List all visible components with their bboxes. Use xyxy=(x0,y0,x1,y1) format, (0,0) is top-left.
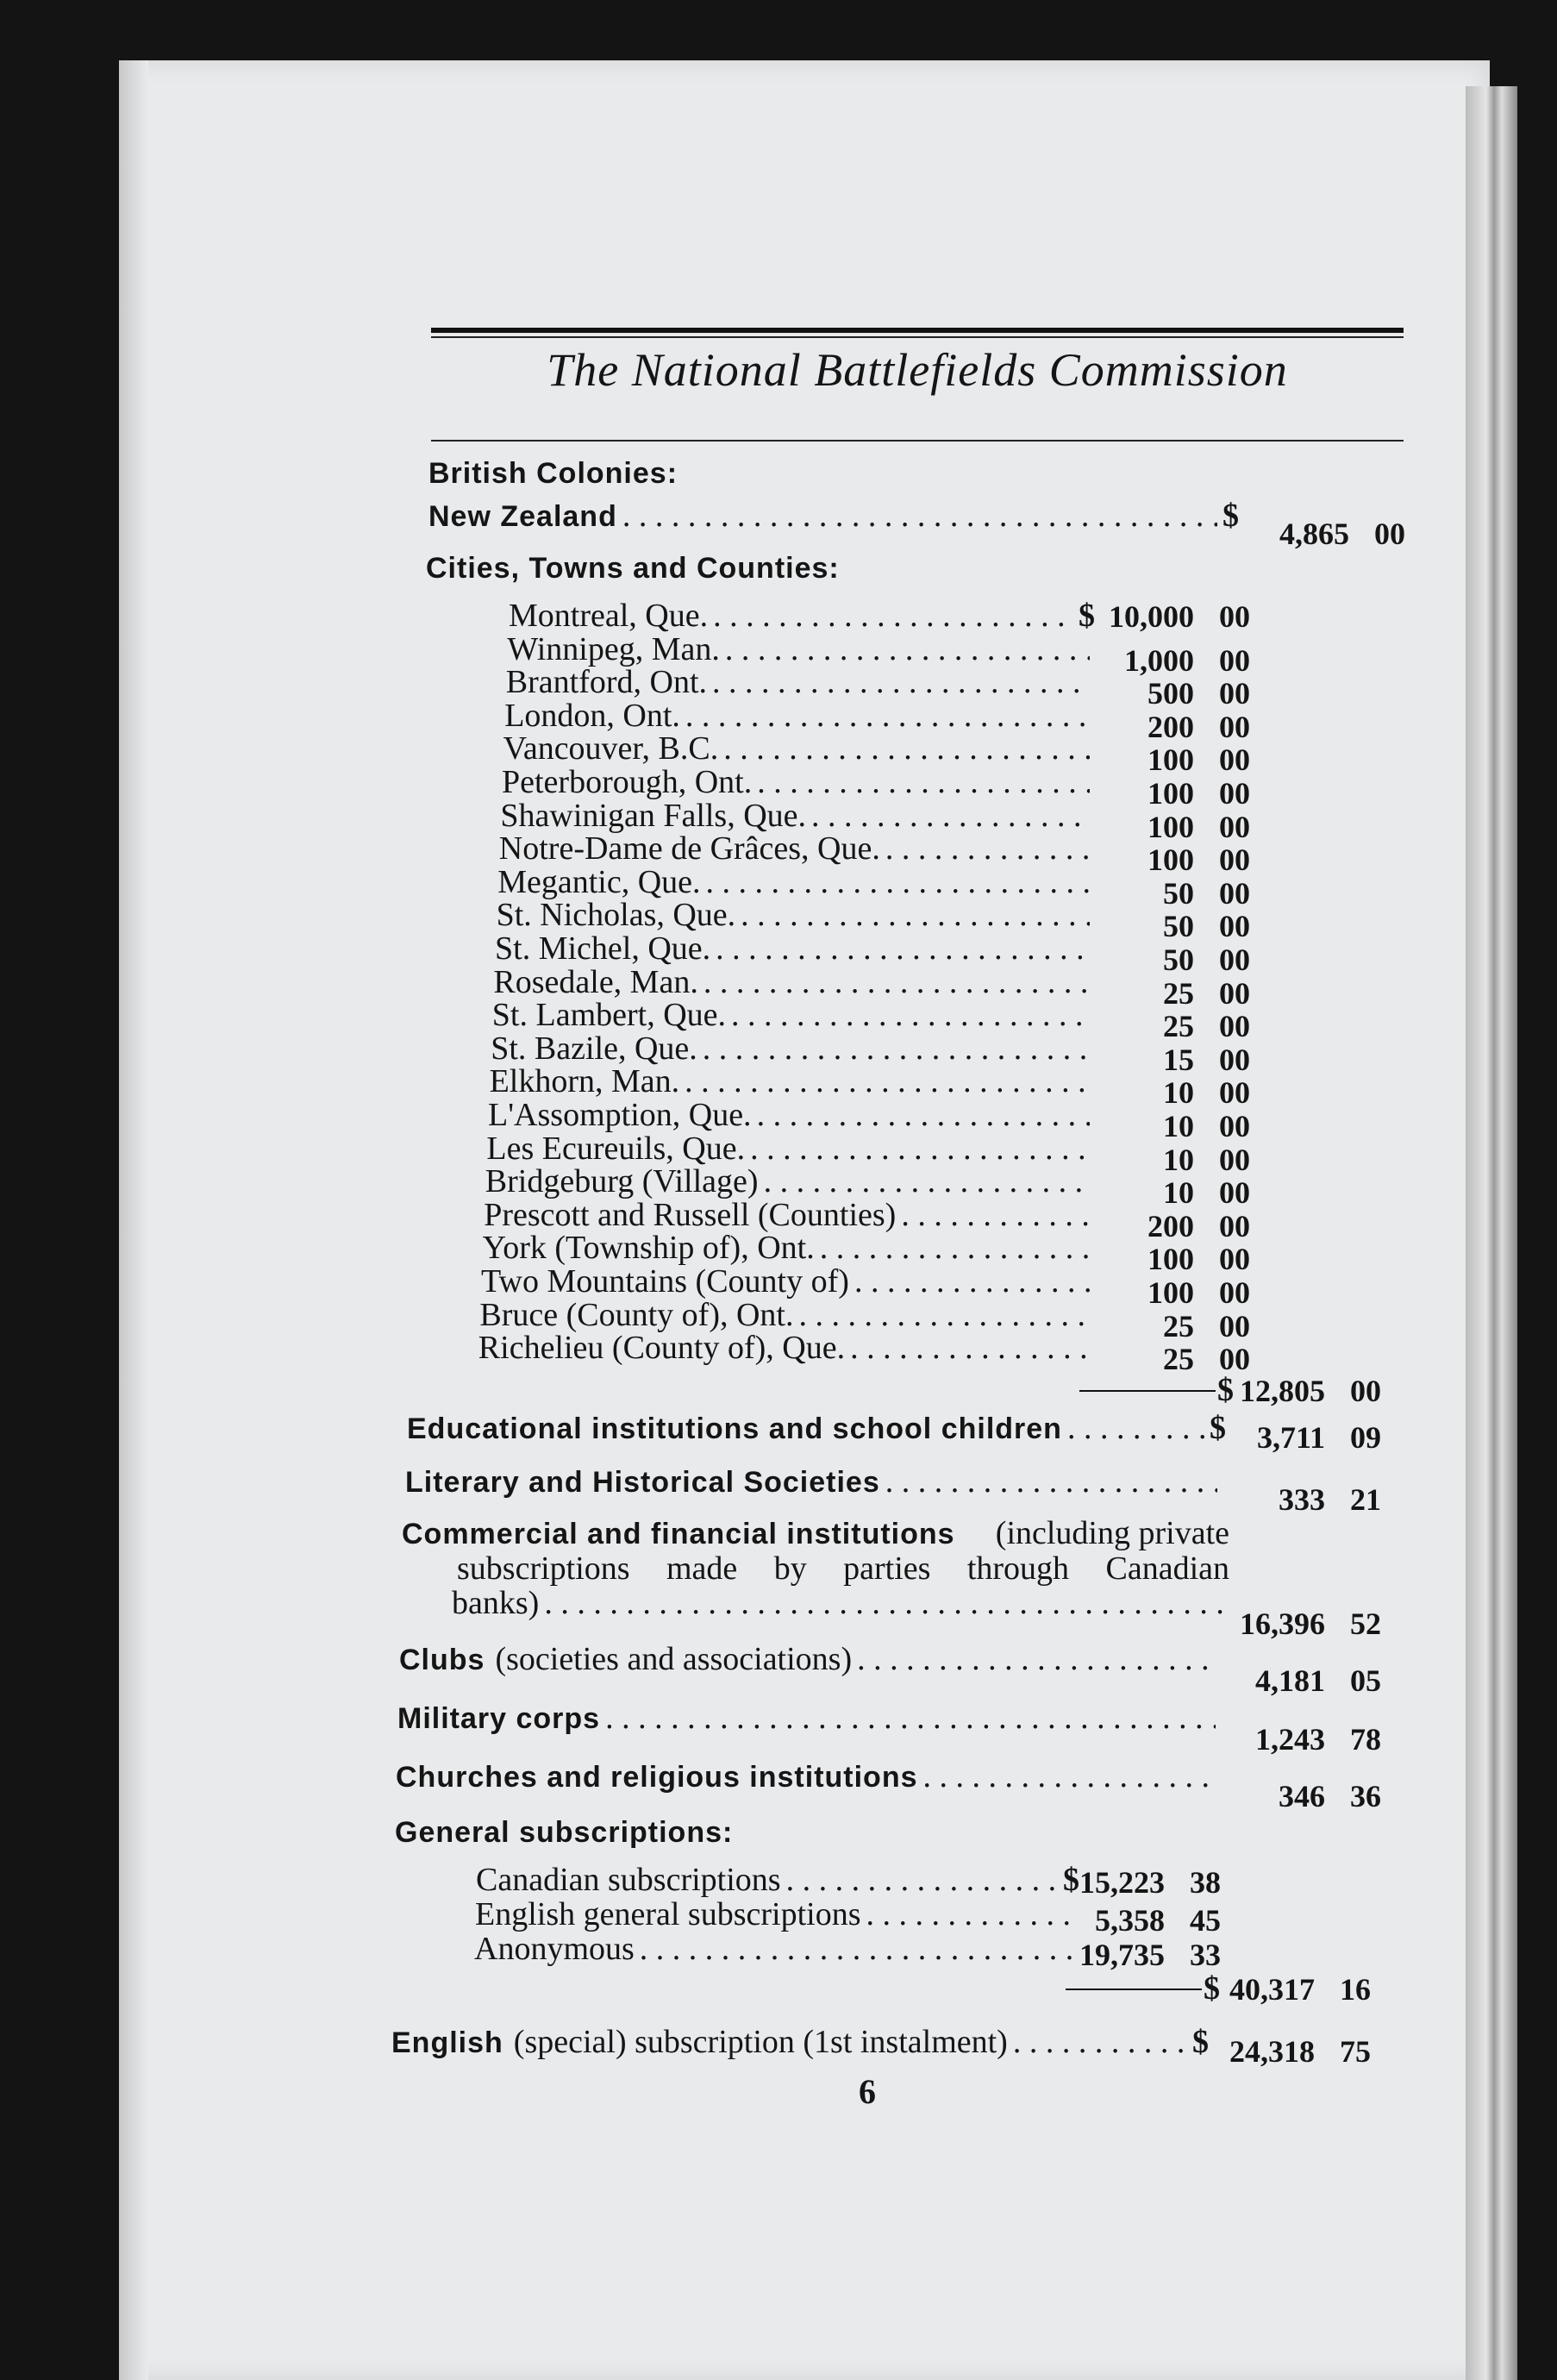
header-rule-top-thin xyxy=(431,336,1404,338)
amount-cents: 00 xyxy=(1219,1242,1250,1277)
city-name: Elkhorn, Man. xyxy=(489,1063,680,1100)
city-amount xyxy=(1095,709,1250,745)
leader-dots xyxy=(750,1130,1090,1168)
city-row xyxy=(509,597,1095,635)
leader-dots xyxy=(857,1640,1217,1678)
city-row xyxy=(499,830,1095,867)
amount-dollars: 100 xyxy=(1147,776,1194,811)
city-amount xyxy=(1095,842,1250,878)
amount-dollars: 12,805 xyxy=(1240,1374,1325,1408)
amount-cents: 21 xyxy=(1350,1482,1381,1517)
amount-dollars: 10 xyxy=(1163,1075,1194,1111)
amount-dollars: 4,181 xyxy=(1255,1663,1325,1698)
english-special-amount xyxy=(1219,2033,1371,2070)
city-amount xyxy=(1095,1108,1250,1144)
amount-cents: 00 xyxy=(1219,943,1250,977)
literary-row xyxy=(405,1462,1222,1500)
city-amount xyxy=(1095,1174,1250,1211)
city-row xyxy=(502,763,1095,801)
leader-dots xyxy=(706,863,1090,901)
amount-cents: 00 xyxy=(1219,1342,1250,1377)
city-amount xyxy=(1095,809,1250,845)
amount-dollars: 50 xyxy=(1163,943,1194,977)
commercial-line-3 xyxy=(402,1586,1229,1620)
amount-dollars: 15 xyxy=(1163,1042,1194,1077)
educational-amount xyxy=(1233,1419,1381,1456)
amount-dollars: 10,000 xyxy=(1109,599,1194,634)
leader-dots xyxy=(885,830,1090,867)
new-zealand-amount xyxy=(1250,516,1405,552)
amount-dollars: 1,000 xyxy=(1124,642,1194,678)
book-spine xyxy=(1466,86,1517,2380)
amount-cents: 00 xyxy=(1219,1142,1250,1177)
leader-dots xyxy=(622,497,1217,535)
amount-cents: 38 xyxy=(1190,1865,1221,1900)
subscription-amount xyxy=(1079,1864,1221,1901)
city-row xyxy=(493,963,1095,1001)
city-name: Winnipeg, Man. xyxy=(507,630,720,667)
city-amount xyxy=(1095,1142,1250,1178)
leader-dots xyxy=(885,1462,1217,1500)
commercial-amount xyxy=(1233,1606,1381,1642)
amount-cents: 00 xyxy=(1219,676,1250,711)
city-name: Rosedale, Man. xyxy=(493,963,698,1000)
amount-cents: 00 xyxy=(1219,875,1250,911)
amount-dollars: 50 xyxy=(1163,909,1194,944)
city-name: Montreal, Que. xyxy=(509,598,709,634)
leader-dots xyxy=(703,1030,1090,1068)
amount-cents: 00 xyxy=(1219,709,1250,744)
amount-dollars: 25 xyxy=(1163,1308,1194,1343)
city-amount xyxy=(1095,742,1250,778)
leader-dots xyxy=(741,896,1090,934)
leader-dots xyxy=(757,1096,1090,1134)
leader-dots xyxy=(544,1586,1224,1620)
amount-dollars: 333 xyxy=(1279,1482,1325,1517)
city-name: St. Michel, Que. xyxy=(495,930,711,967)
city-row xyxy=(485,1162,1095,1200)
amount-dollars: 15,223 xyxy=(1079,1865,1165,1900)
city-row xyxy=(478,1329,1095,1367)
commercial-label-rest: (including private xyxy=(995,1515,1229,1551)
amount-dollars: 3,711 xyxy=(1256,1420,1325,1455)
currency-sign: $ xyxy=(1192,2024,1209,2060)
amount-cents: 00 xyxy=(1219,1009,1250,1044)
city-amount xyxy=(1095,642,1250,679)
amount-dollars: 500 xyxy=(1147,676,1194,711)
city-row xyxy=(495,930,1095,968)
amount-cents: 45 xyxy=(1190,1903,1221,1938)
amount-dollars: 40,317 xyxy=(1229,1972,1315,2007)
city-name: Bridgeburg (Village) xyxy=(485,1163,759,1200)
amount-cents: 00 xyxy=(1219,809,1250,844)
leader-dots xyxy=(901,1196,1090,1234)
general-subscription-row xyxy=(475,1895,1079,1933)
amount-cents: 52 xyxy=(1350,1606,1381,1641)
city-amount xyxy=(1095,908,1250,944)
english-special-label: English xyxy=(391,2026,503,2059)
military-label: Military corps xyxy=(397,1702,601,1735)
city-row xyxy=(490,1062,1095,1100)
literary-amount xyxy=(1233,1481,1381,1518)
amount-dollars: 10 xyxy=(1163,1175,1194,1211)
city-amount xyxy=(1095,875,1250,911)
page-title: The National Battlefields Commission xyxy=(547,344,1288,396)
city-amount xyxy=(1095,598,1250,635)
city-row xyxy=(504,697,1095,735)
amount-cents: 00 xyxy=(1219,642,1250,678)
city-row xyxy=(486,1130,1095,1168)
page-number: 6 xyxy=(859,2072,876,2111)
military-amount xyxy=(1233,1721,1381,1757)
amount-dollars: 1,243 xyxy=(1255,1722,1325,1757)
commercial-line-3-text: banks) xyxy=(452,1585,540,1621)
british-colonies-heading: British Colonies: xyxy=(428,457,678,490)
currency-sign: $ xyxy=(1210,1410,1226,1446)
city-amount xyxy=(1095,675,1250,711)
amount-dollars: 100 xyxy=(1147,809,1194,844)
city-amount xyxy=(1095,1275,1250,1311)
city-row xyxy=(488,1096,1095,1134)
currency-sign: $ xyxy=(1063,1862,1079,1898)
cities-heading: Cities, Towns and Counties: xyxy=(426,552,840,585)
leader-dots xyxy=(716,930,1090,968)
leader-dots xyxy=(703,963,1090,1001)
leader-dots xyxy=(640,1930,1074,1968)
subscription-name: Anonymous xyxy=(474,1931,635,1967)
city-amount xyxy=(1095,775,1250,811)
leader-dots xyxy=(923,1757,1215,1795)
general-total-amount xyxy=(1219,1971,1371,2007)
amount-dollars: 4,865 xyxy=(1279,517,1349,551)
leader-dots xyxy=(731,996,1090,1034)
city-row xyxy=(497,896,1095,934)
currency-sign: $ xyxy=(1079,598,1095,634)
amount-dollars: 200 xyxy=(1147,709,1194,744)
amount-dollars: 100 xyxy=(1147,742,1194,778)
city-amount xyxy=(1095,1074,1250,1111)
amount-dollars: 25 xyxy=(1163,1009,1194,1044)
amount-cents: 33 xyxy=(1190,1938,1221,1972)
amount-cents: 00 xyxy=(1219,909,1250,944)
educational-row xyxy=(407,1409,1226,1447)
new-zealand-row xyxy=(428,497,1239,535)
city-row xyxy=(492,996,1095,1034)
city-name: Two Mountains (County of) xyxy=(481,1263,849,1300)
amount-cents: 00 xyxy=(1219,1042,1250,1077)
amount-dollars: 25 xyxy=(1163,1342,1194,1377)
amount-dollars: 5,358 xyxy=(1095,1903,1165,1938)
leader-dots xyxy=(799,1296,1090,1334)
leader-dots xyxy=(757,763,1090,801)
general-subscription-row xyxy=(476,1861,1079,1899)
amount-cents: 00 xyxy=(1219,1308,1250,1343)
amount-cents: 09 xyxy=(1350,1420,1381,1455)
leader-dots xyxy=(786,1861,1058,1899)
city-row xyxy=(503,730,1095,767)
cities-total-currency: $ xyxy=(1217,1372,1234,1408)
churches-label: Churches and religious institutions xyxy=(396,1761,918,1794)
city-row xyxy=(491,1030,1095,1068)
city-name: Shawinigan Falls, Que. xyxy=(500,797,807,834)
educational-label: Educational institutions and school children xyxy=(407,1412,1062,1445)
city-row xyxy=(507,630,1095,668)
amount-dollars: 100 xyxy=(1147,1275,1194,1310)
cities-total-amount xyxy=(1233,1373,1381,1409)
leader-dots xyxy=(854,1262,1090,1300)
city-row xyxy=(479,1296,1095,1334)
amount-cents: 00 xyxy=(1219,742,1250,778)
clubs-label: Clubs xyxy=(399,1644,485,1676)
military-row xyxy=(397,1699,1221,1737)
city-amount xyxy=(1095,1042,1250,1078)
city-row xyxy=(506,663,1095,701)
leader-dots xyxy=(723,730,1090,767)
header-rule-bottom xyxy=(431,440,1404,442)
churches-row xyxy=(396,1757,1219,1795)
english-special-row xyxy=(391,2023,1209,2061)
amount-cents: 00 xyxy=(1219,842,1250,878)
city-name: Vancouver, B.C. xyxy=(503,730,719,767)
leader-dots xyxy=(1067,1409,1204,1447)
leader-dots xyxy=(685,1062,1090,1100)
amount-cents: 00 xyxy=(1219,599,1250,634)
clubs-row xyxy=(399,1640,1222,1678)
general-total-rule xyxy=(1066,1989,1202,1990)
new-zealand-label: New Zealand xyxy=(428,500,617,533)
city-name: St. Nicholas, Que. xyxy=(496,897,736,934)
header-rule-top xyxy=(431,328,1404,333)
city-name: Brantford, Ont. xyxy=(505,664,708,701)
commercial-line-2: subscriptions made by parties through Canadian xyxy=(457,1550,1229,1587)
commercial-label: Commercial and financial institutions xyxy=(402,1518,955,1550)
amount-cents: 00 xyxy=(1219,1175,1250,1211)
subscription-amount xyxy=(1079,1902,1221,1938)
city-amount xyxy=(1095,942,1250,978)
city-row xyxy=(500,797,1095,835)
leader-dots xyxy=(820,1229,1090,1267)
city-row xyxy=(481,1262,1095,1300)
amount-cents: 75 xyxy=(1340,2034,1371,2069)
commercial-entry xyxy=(402,1516,1229,1620)
subscription-name: English general subscriptions xyxy=(475,1896,861,1932)
amount-dollars: 24,318 xyxy=(1229,2034,1315,2069)
amount-cents: 00 xyxy=(1219,1208,1250,1243)
amount-dollars: 10 xyxy=(1163,1142,1194,1177)
amount-dollars: 19,735 xyxy=(1079,1938,1165,1972)
amount-cents: 00 xyxy=(1219,975,1250,1011)
amount-cents: 00 xyxy=(1219,1109,1250,1143)
city-amount xyxy=(1095,975,1250,1012)
leader-dots xyxy=(811,797,1090,835)
amount-cents: 00 xyxy=(1219,776,1250,811)
city-row xyxy=(497,863,1095,901)
amount-cents: 00 xyxy=(1219,1075,1250,1111)
city-amount xyxy=(1095,1008,1250,1044)
leader-dots xyxy=(685,697,1090,735)
city-name: L'Assomption, Que. xyxy=(488,1097,752,1133)
amount-cents: 05 xyxy=(1350,1663,1381,1698)
city-row xyxy=(484,1196,1095,1234)
city-name: York (Township of), Ont. xyxy=(482,1230,815,1267)
city-amount xyxy=(1095,1241,1250,1277)
leader-dots xyxy=(605,1699,1216,1737)
general-heading: General subscriptions: xyxy=(395,1816,734,1849)
leader-dots xyxy=(866,1895,1074,1933)
city-name: St. Lambert, Que. xyxy=(491,997,727,1034)
city-name: St. Bazile, Que. xyxy=(491,1030,697,1067)
amount-cents: 00 xyxy=(1374,517,1405,551)
currency-sign: $ xyxy=(1222,498,1239,534)
city-name: Les Ecureuils, Que. xyxy=(486,1130,746,1167)
leader-dots xyxy=(712,663,1090,701)
amount-cents: 78 xyxy=(1350,1722,1381,1757)
amount-dollars: 346 xyxy=(1279,1779,1325,1813)
amount-dollars: 100 xyxy=(1147,1242,1194,1277)
amount-cents: 16 xyxy=(1340,1972,1371,2007)
literary-label: Literary and Historical Societies xyxy=(405,1466,880,1499)
amount-dollars: 10 xyxy=(1163,1109,1194,1143)
subscription-amount xyxy=(1079,1937,1221,1973)
cities-total-rule xyxy=(1079,1390,1216,1392)
city-row xyxy=(483,1229,1095,1267)
leader-dots xyxy=(713,597,1073,635)
amount-dollars: 50 xyxy=(1163,875,1194,911)
leader-dots xyxy=(764,1162,1090,1200)
city-amount xyxy=(1095,1308,1250,1344)
clubs-amount xyxy=(1233,1663,1381,1699)
amount-dollars: 100 xyxy=(1147,842,1194,878)
city-name: Richelieu (County of), Que. xyxy=(478,1330,846,1367)
city-name: Notre-Dame de Grâces, Que. xyxy=(498,830,880,867)
amount-dollars: 25 xyxy=(1163,975,1194,1011)
city-name: London, Ont. xyxy=(504,697,680,734)
general-total-currency: $ xyxy=(1204,1970,1220,2007)
leader-dots xyxy=(1013,2023,1187,2061)
leader-dots xyxy=(725,630,1090,668)
amount-cents: 36 xyxy=(1350,1779,1381,1813)
amount-dollars: 200 xyxy=(1147,1208,1194,1243)
clubs-label-rest: (societies and associations) xyxy=(495,1641,853,1677)
churches-amount xyxy=(1233,1778,1381,1814)
city-amount xyxy=(1095,1208,1250,1244)
amount-cents: 00 xyxy=(1350,1374,1381,1408)
amount-dollars: 16,396 xyxy=(1240,1606,1325,1641)
city-name: Megantic, Que. xyxy=(497,863,701,900)
leader-dots xyxy=(850,1329,1090,1367)
city-name: Prescott and Russell (Counties) xyxy=(484,1196,897,1233)
subscription-name: Canadian subscriptions xyxy=(476,1862,781,1898)
page-left-edge xyxy=(119,60,148,2380)
city-name: Bruce (County of), Ont. xyxy=(479,1296,794,1333)
english-special-label-rest: (special) subscription (1st instalment) xyxy=(513,2024,1008,2060)
city-name: Peterborough, Ont. xyxy=(502,764,753,800)
amount-cents: 00 xyxy=(1219,1275,1250,1310)
general-subscription-row xyxy=(474,1930,1079,1968)
